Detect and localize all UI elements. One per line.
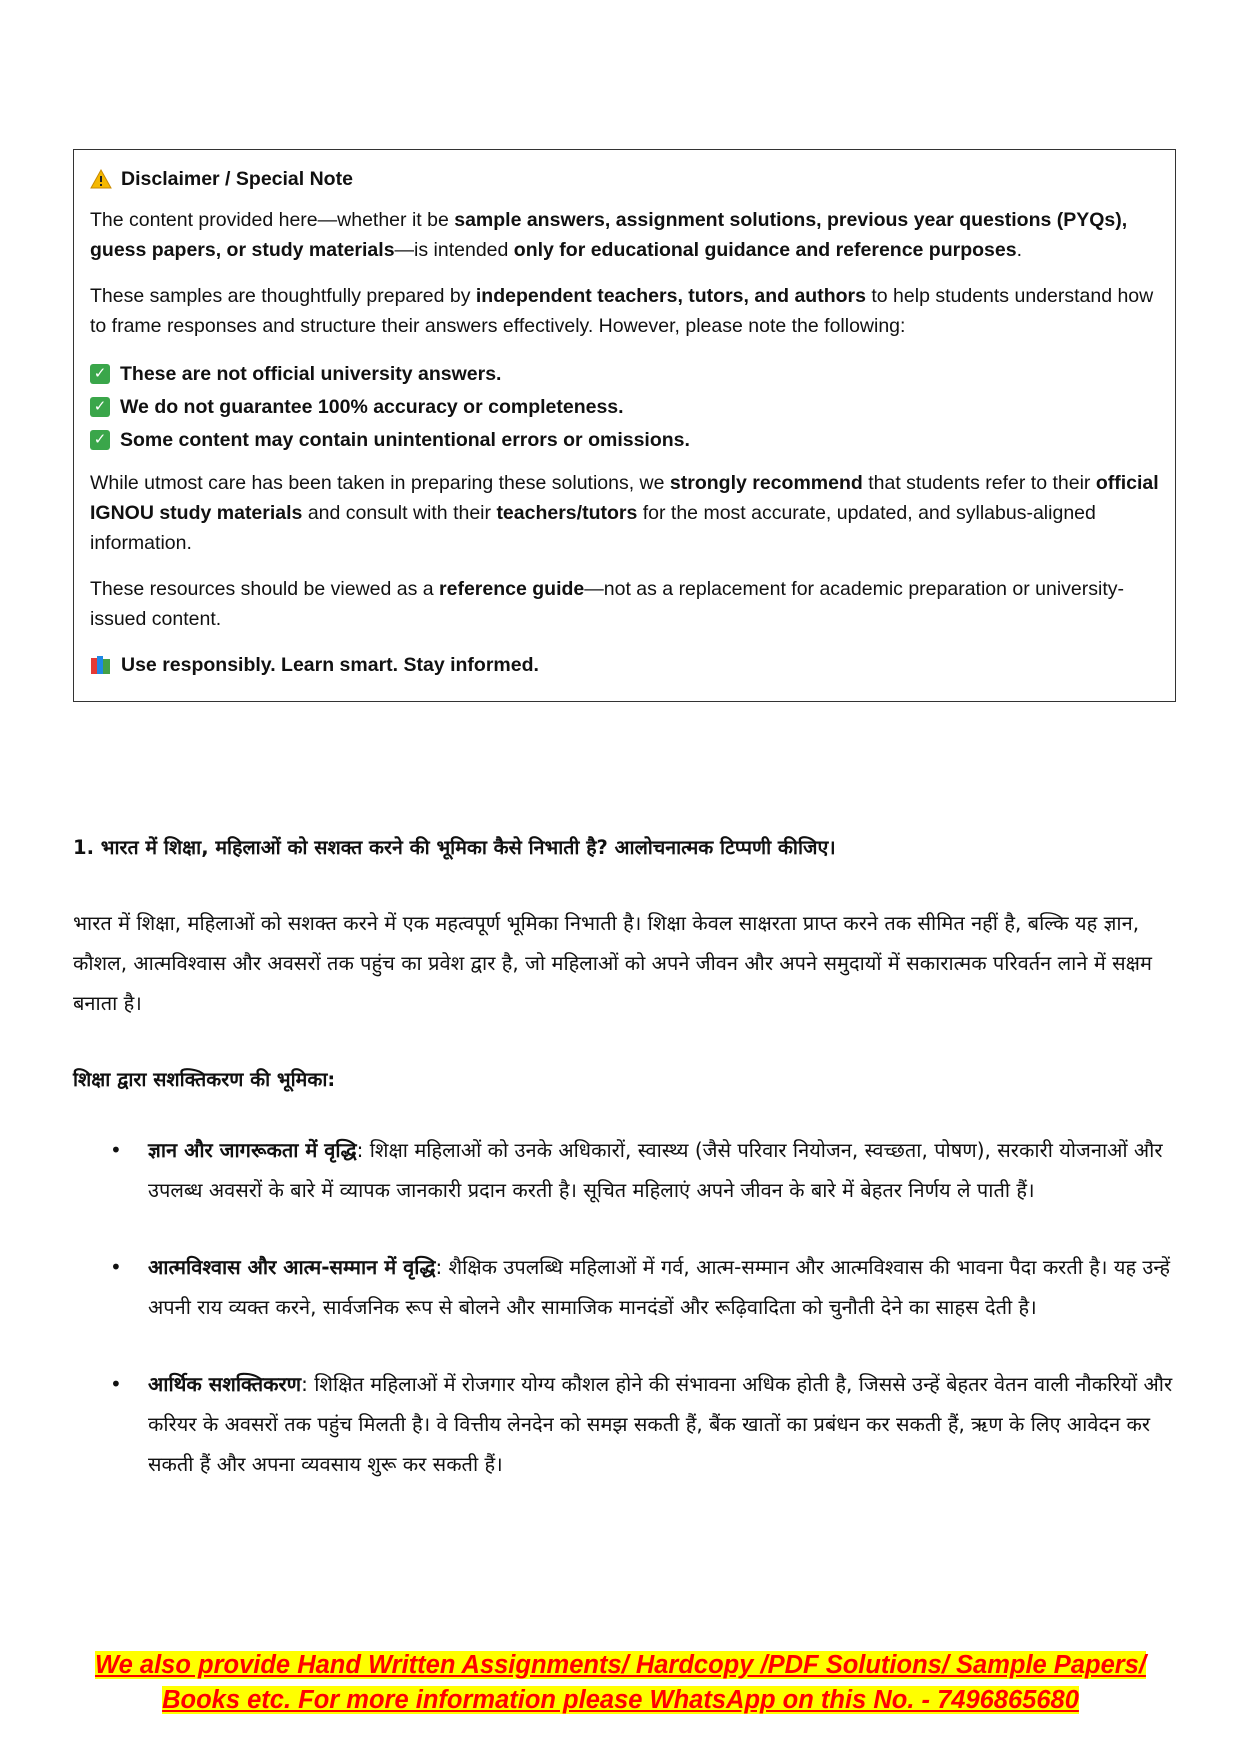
bullet: • (110, 1255, 122, 1279)
intro-paragraph: भारत में शिक्षा, महिलाओं को सशक्त करने में एक महत्वपूर्ण भूमिका निभाती है। शिक्षा केवल साक्षरता प्राप्त करने तक सीमित नहीं है, बल्कि यह ज्ञान, कौशल, आत्मविश्वास और अवसरों तक पहुंच का प्रवेश द्वार है, जो महिलाओं को अपने जीवन और अपने समुदायों में सकारात्मक परिवर्तन लाने में सक्षम बनाता है। (73, 911, 1152, 1015)
check-text: Some content may contain unintentional errors or omissions. (120, 428, 690, 451)
disclaimer-heading (90, 164, 1159, 194)
list-item (90, 390, 1159, 423)
warning-icon (90, 169, 112, 189)
disclaimer-title: Disclaimer / Special Note (121, 168, 353, 190)
p1-text-2: —is intended (394, 239, 514, 261)
list-item (90, 357, 1159, 390)
list-item (110, 1247, 1180, 1327)
p4-bold-1: reference guide (439, 578, 585, 600)
promo-line-2: Books etc. For more information please WhatsApp on this No. - 7496865680 (162, 1686, 1079, 1714)
p3-text-2: that students refer to their (862, 472, 1096, 494)
disclaimer-paragraph-1 (90, 205, 1159, 265)
p3-bold-2: official IGNOU study materials (90, 472, 1159, 524)
books-icon (90, 655, 112, 675)
list-item (110, 1364, 1180, 1484)
list-item (90, 423, 1159, 456)
p3-text-3: and consult with their (302, 502, 497, 524)
promo-banner (0, 1648, 1241, 1718)
check-icon: ✓ (90, 430, 110, 450)
p2-text-1: These samples are thoughtfully prepared by (90, 285, 476, 307)
bullet: • (110, 1372, 122, 1396)
disclaimer-paragraph-3 (90, 468, 1159, 558)
points-list (110, 1130, 1180, 1484)
point-text: : शिक्षा महिलाओं को उनके अधिकारों, स्वास्थ्य (जैसे परिवार नियोजन, स्वच्छता, पोषण), सरकारी योजनाओं और उपलब्ध अवसरों के बारे में व्यापक जानकारी प्रदान करती है। सूचित महिलाएं अपने जीवन के बारे में बेहतर निर्णय ले पाती हैं। (148, 1138, 1163, 1202)
check-list (90, 357, 1159, 456)
promo-line-1: We also provide Hand Written Assignments/ Hardcopy /PDF Solutions/ Sample Papers/ (95, 1651, 1146, 1679)
p3-text-1: While utmost care has been taken in preparing these solutions, we (90, 472, 670, 494)
p2-bold-1: independent teachers, tutors, and authors (475, 285, 866, 307)
bullet: • (110, 1138, 122, 1162)
check-text: These are not official university answers. (120, 362, 502, 385)
list-item (110, 1130, 1180, 1210)
p4-text-2: —not as a replacement for academic preparation or university-issued content. (90, 578, 1125, 630)
disclaimer-box (73, 149, 1176, 702)
point-text: : शिक्षित महिलाओं में रोजगार योग्य कौशल होने की संभावना अधिक होती है, जिससे उन्हें बेहतर वेतन वाली नौकरियों और करियर के अवसरों तक पहुंच मिलती है। वे वित्तीय लेनदेन को समझ सकती हैं, बैंक खातों का प्रबंधन कर सकती हैं, ऋण के लिए आवेदन कर सकती हैं और अपना व्यवसाय शुरू कर सकती हैं। (148, 1372, 1173, 1476)
p1-bold-1: sample answers, assignment solutions, previous year questions (PYQs), guess papers, or study materials (90, 209, 1128, 261)
check-text: We do not guarantee 100% accuracy or completeness. (120, 395, 624, 418)
disclaimer-paragraph-4 (90, 574, 1159, 634)
point-title: ज्ञान और जागरूकता में वृद्धि (148, 1138, 357, 1162)
point-title: आर्थिक सशक्तिकरण (148, 1372, 302, 1396)
check-icon: ✓ (90, 364, 110, 384)
point-title: आत्मविश्वास और आत्म-सम्मान में वृद्धि (148, 1255, 436, 1279)
p4-text-1: These resources should be viewed as a (90, 578, 440, 600)
p2-text-2: to help students understand how to frame responses and structure their answers effectively. However, please note the following: (90, 285, 1154, 337)
p3-bold-3: teachers/tutors (496, 502, 638, 524)
p1-bold-2: only for educational guidance and reference purposes (513, 239, 1017, 261)
question-heading: 1. भारत में शिक्षा, महिलाओं को सशक्त करने की भूमिका कैसे निभाती है? आलोचनात्मक टिप्पणी कीजिए। (73, 836, 836, 859)
p1-text-3: . (1016, 239, 1023, 261)
footer-text: Use responsibly. Learn smart. Stay informed. (121, 654, 539, 676)
check-icon: ✓ (90, 397, 110, 417)
disclaimer-footer (90, 650, 1159, 680)
p3-text-4: for the most accurate, updated, and syllabus-aligned information. (90, 502, 1096, 554)
section-subheading: शिक्षा द्वारा सशक्तिकरण की भूमिका: (73, 1068, 336, 1091)
disclaimer-paragraph-2 (90, 281, 1159, 341)
p3-bold-1: strongly recommend (669, 472, 863, 494)
p1-text-1: The content provided here—whether it be (90, 209, 455, 231)
point-text: : शैक्षिक उपलब्धि महिलाओं में गर्व, आत्म-सम्मान और आत्मविश्वास की भावना पैदा करती है। यह उन्हें अपनी राय व्यक्त करने, सार्वजनिक रूप से बोलने और सामाजिक मानदंडों और रूढ़िवादिता को चुनौती देने का साहस देती है। (148, 1255, 1170, 1319)
